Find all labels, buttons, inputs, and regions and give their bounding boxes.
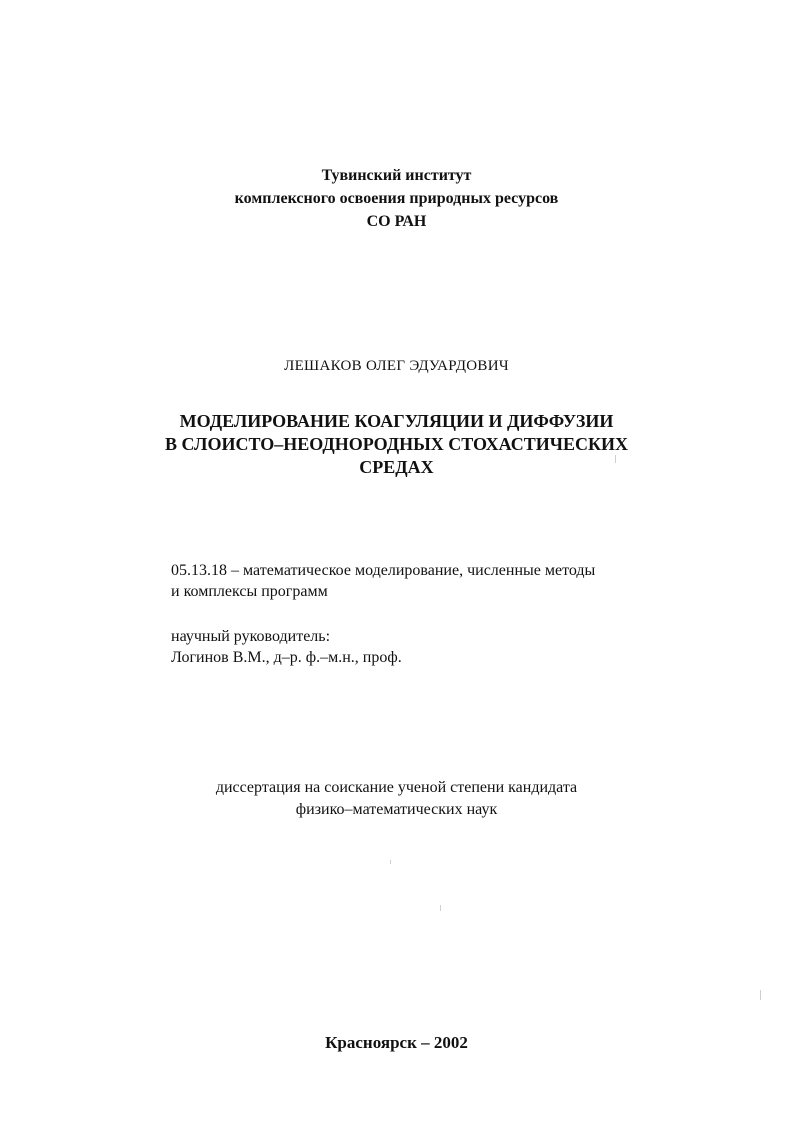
city-year-line: Красноярск – 2002 xyxy=(325,1033,468,1052)
degree-line-2: физико–математических наук xyxy=(295,801,498,818)
institute-line-2: комплексного освоения природных ресурсов xyxy=(234,190,559,207)
institute-line-3: СО РАН xyxy=(366,213,427,230)
degree-line-1: диссертация на соискание ученой степени кандидата xyxy=(215,779,578,796)
specialty-line-2: и комплексы программ xyxy=(171,583,328,600)
specialty-line-1: 05.13.18 – математическое моделирование, численные методы xyxy=(171,562,596,579)
supervisor-label: научный руководитель: xyxy=(171,628,331,645)
specialty-code xyxy=(171,560,595,602)
scan-speck xyxy=(440,905,441,911)
scan-speck xyxy=(615,455,616,463)
scan-speck xyxy=(390,860,391,864)
city-year xyxy=(0,1032,793,1054)
institute-line-1: Тувинский институт xyxy=(321,167,472,184)
institute-name xyxy=(0,164,793,233)
degree-statement xyxy=(0,777,793,821)
title-line-1: МОДЕЛИРОВАНИЕ КОАГУЛЯЦИИ И ДИФФУЗИИ xyxy=(179,411,614,431)
author-line: ЛЕШАКОВ ОЛЕГ ЭДУАРДОВИЧ xyxy=(284,358,509,374)
title-line-2: В СЛОИСТО–НЕОДНОРОДНЫХ СТОХАСТИЧЕСКИХ xyxy=(164,434,629,454)
dissertation-title xyxy=(0,410,793,479)
scientific-supervisor xyxy=(171,626,402,668)
scan-speck xyxy=(760,990,761,1000)
title-line-3: СРЕДАХ xyxy=(359,457,434,477)
supervisor-name: Логинов В.М., д–р. ф.–м.н., проф. xyxy=(171,649,402,666)
author-name xyxy=(0,356,793,376)
